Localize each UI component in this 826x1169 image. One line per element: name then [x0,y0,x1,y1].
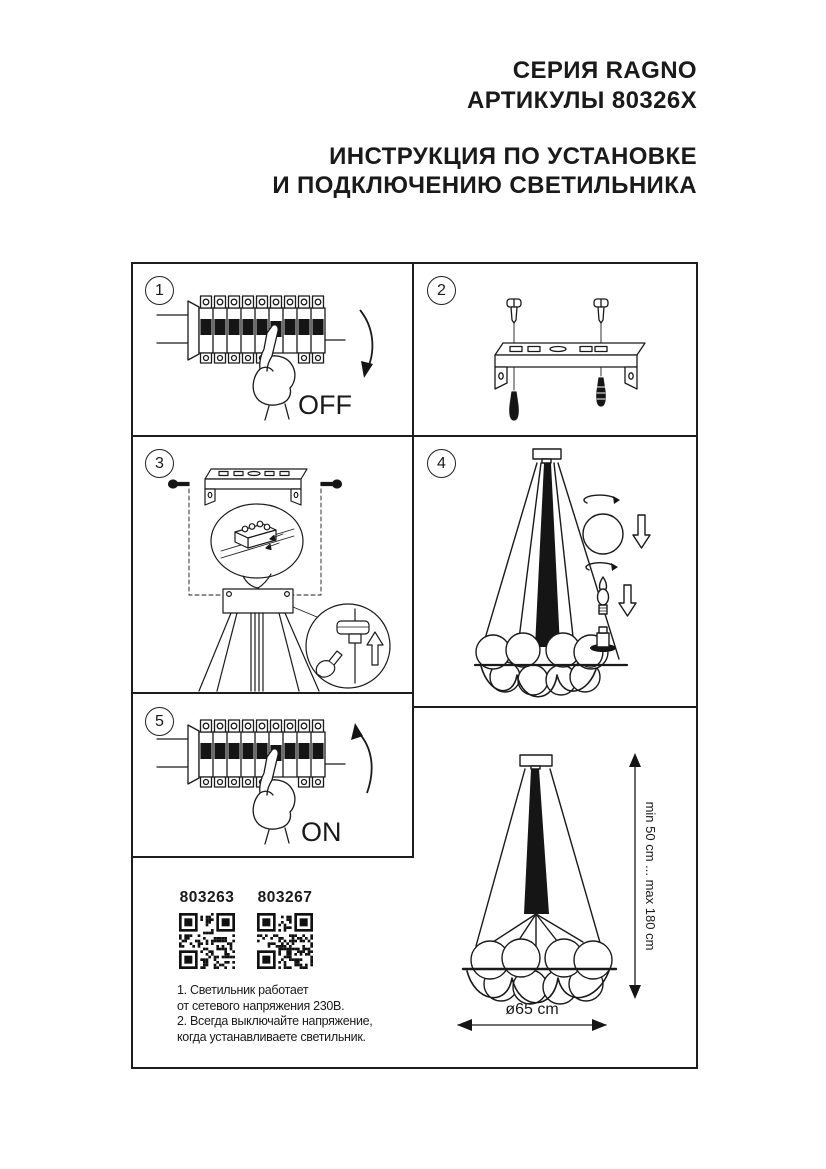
grid-divider-left2 [131,692,414,694]
diameter-label: ø65 cm [505,1001,559,1018]
grid-divider-left3 [131,856,414,858]
chandelier-dimensions-illustration [413,708,697,1067]
arrow-down-icon [361,361,373,378]
instruction-title-line2: И ПОДКЛЮЧЕНИЮ СВЕТИЛЬНИКА [272,172,697,199]
step-2-bracket-illustration [413,263,697,435]
qr-code-2 [257,913,313,969]
header-block [467,56,697,116]
articles-line: АРТИКУЛЫ 80326X [467,87,697,114]
step-5-breaker-on-illustration [131,695,413,856]
grid-border-bottom [131,1067,698,1069]
qr-code-1 [179,913,235,969]
step-5-digit: 5 [155,712,164,730]
series-title: СЕРИЯ RAGNO [512,57,697,84]
note-line-1: 1. Светильник работает [177,983,309,997]
instruction-title [272,142,697,200]
note-line-3: 2. Всегда выключайте напряжение, [177,1014,373,1028]
safety-notes [177,983,372,1045]
off-label: OFF [298,390,352,420]
arrow-up-icon [351,723,363,740]
step-3-mounting-illustration [131,437,413,692]
qr-code-label-2: 803267 [257,889,313,906]
step-4-assembly-illustration [413,437,697,706]
height-range-label: min 50 cm ... max 180 cm [643,801,658,951]
on-label: ON [301,817,342,847]
instruction-title-line1: ИНСТРУКЦИЯ ПО УСТАНОВКЕ [329,143,697,170]
note-line-4: когда устанавливаете светильник. [177,1029,366,1044]
qr-code-label-1: 803263 [179,889,235,906]
step-2-digit: 2 [437,281,446,299]
step-1-digit: 1 [155,281,164,299]
note-line-2: от сетевого напряжения 230В. [177,998,345,1013]
step-3-digit: 3 [155,454,164,472]
step-4-digit: 4 [437,454,446,472]
step-1-breaker-off-illustration [131,263,413,434]
